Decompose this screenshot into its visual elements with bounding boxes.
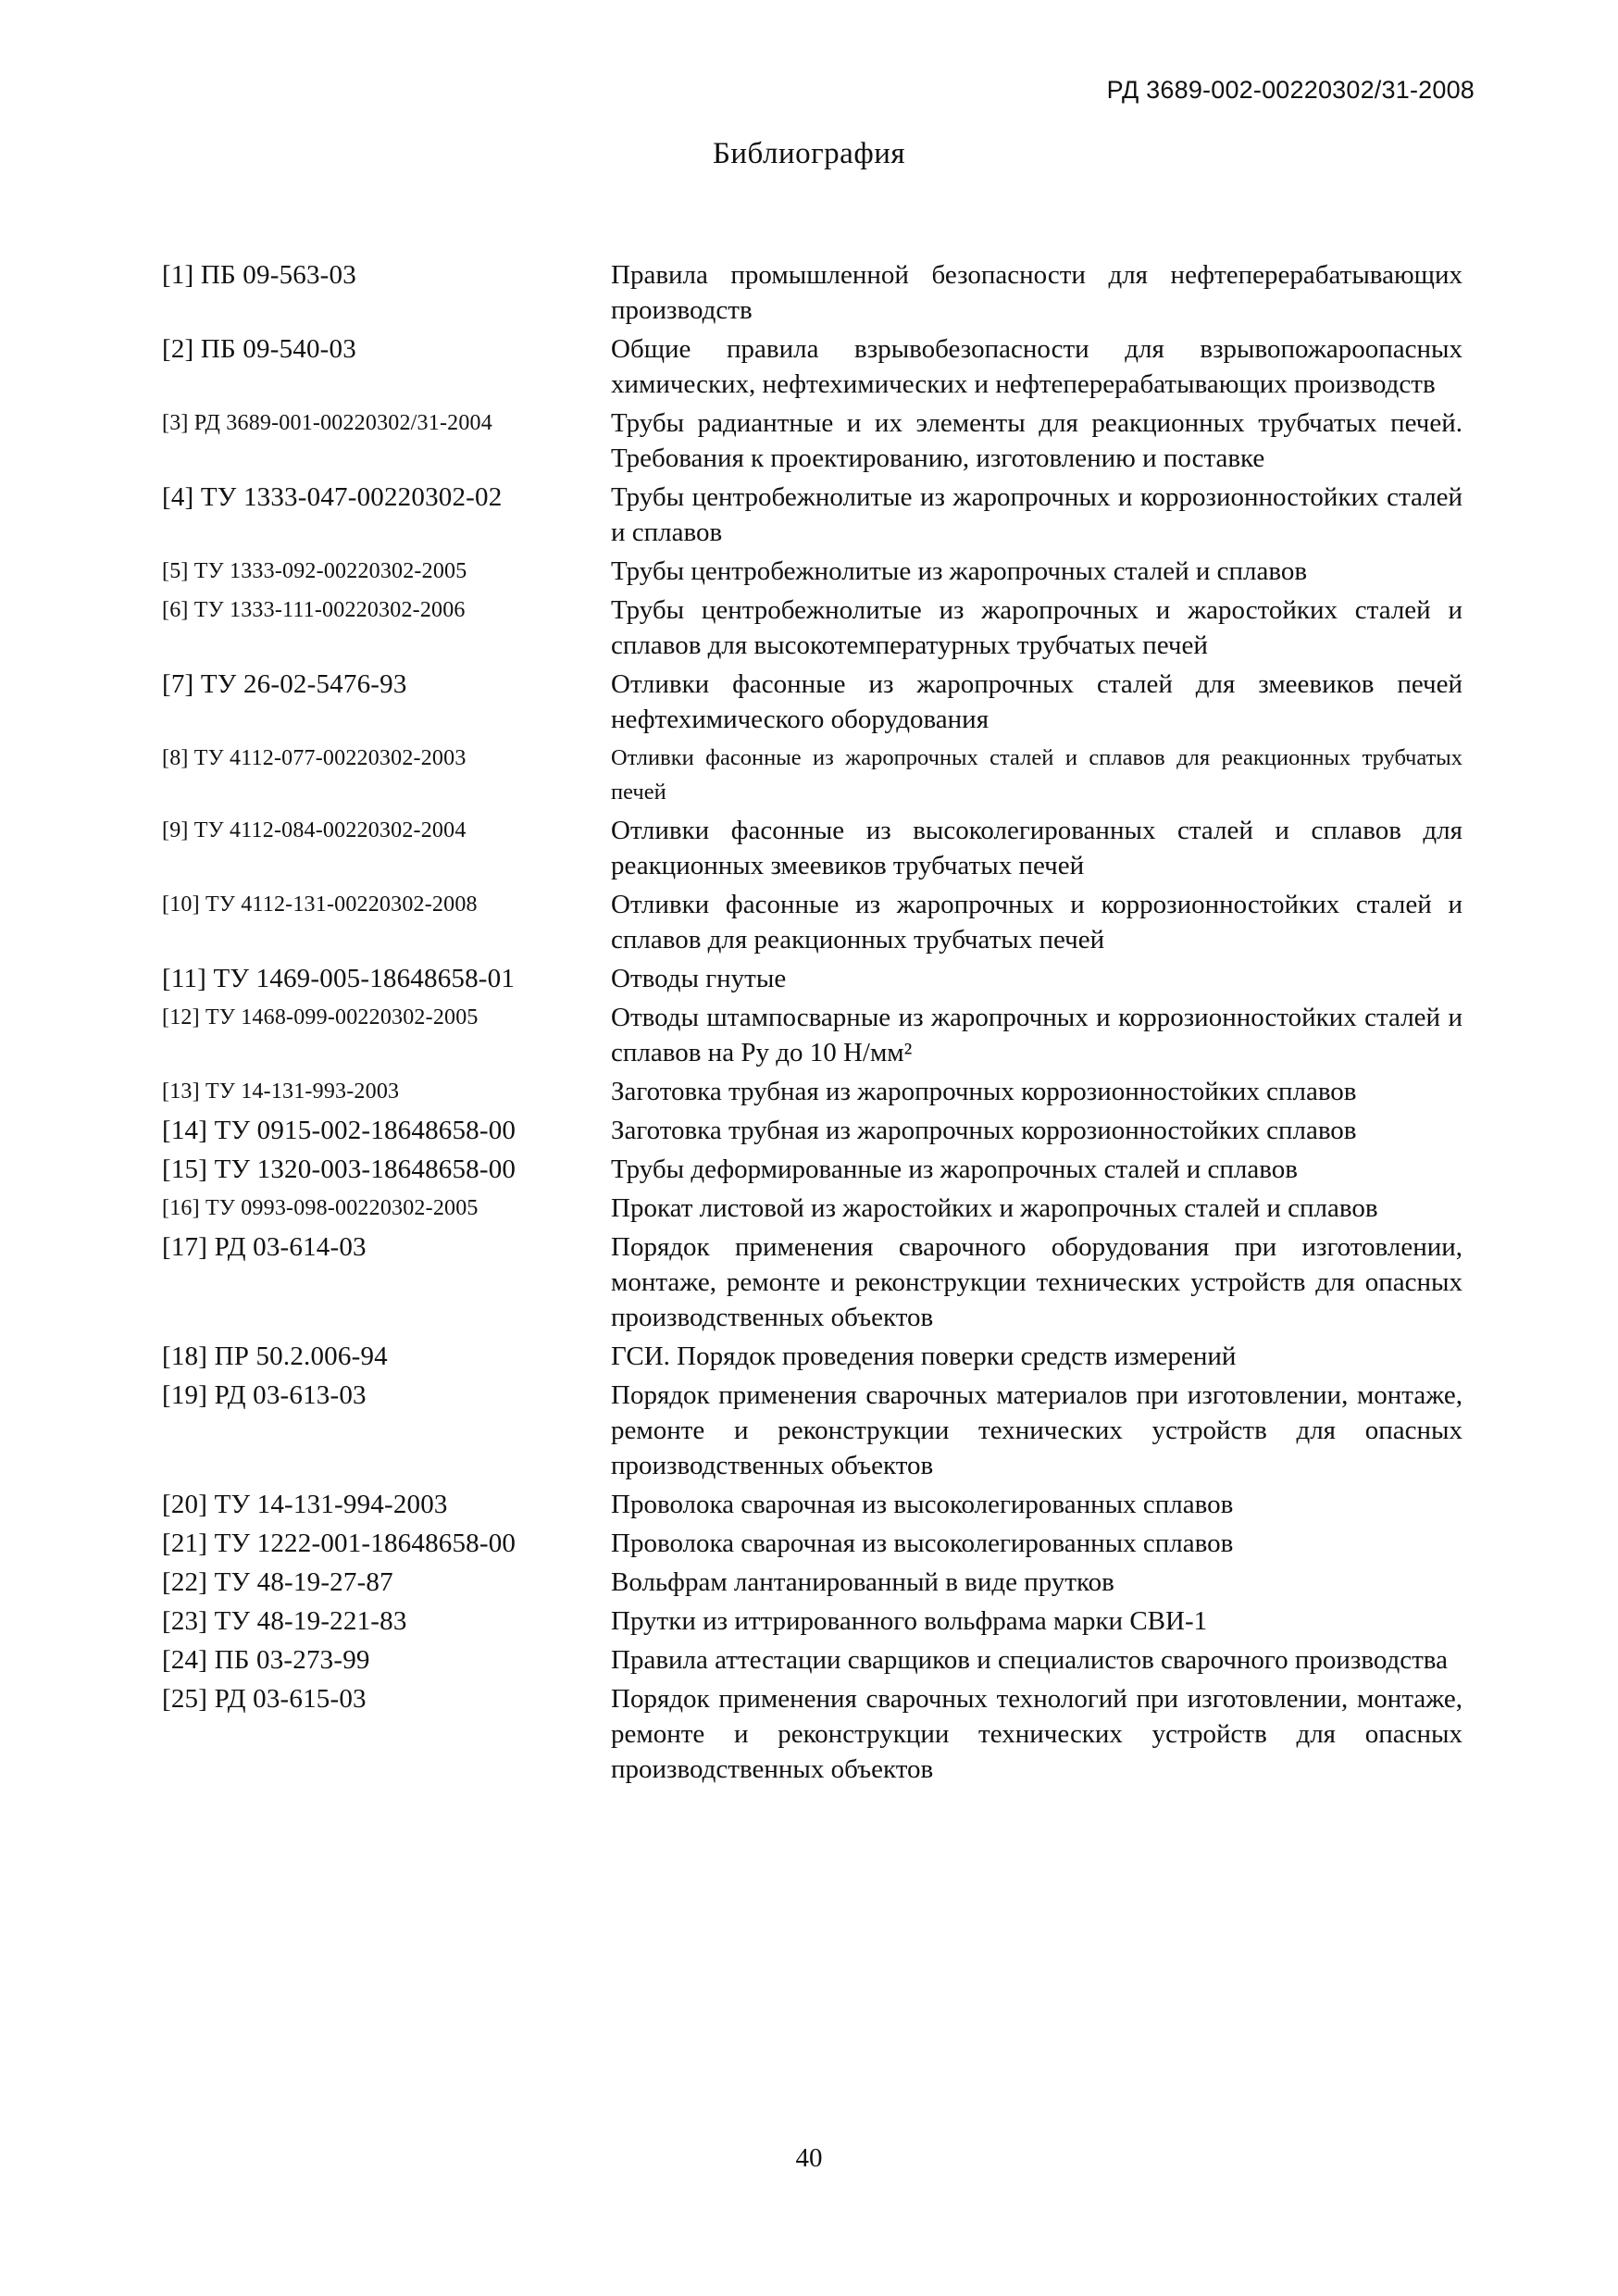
bib-title: Прутки из иттрированного вольфрама марки СВИ-1	[611, 1606, 1208, 1636]
bib-title: Проволока сварочная из высоколегированных сплавов	[611, 1529, 1234, 1558]
bib-entry	[162, 1487, 1462, 1522]
bib-title: Порядок применения сварочных материалов при изготовлении, монтаже, ремонте и реконструкции технических устройств для опасных производственных объектов	[611, 1380, 1462, 1480]
bib-entry	[162, 741, 1462, 809]
bib-entry	[162, 1603, 1462, 1639]
bib-ref: [14] ТУ 0915-002-18648658-00	[162, 1116, 517, 1145]
bib-entry	[162, 667, 1462, 737]
bib-title: Общие правила взрывобезопасности для взрывопожароопасных химических, нефтехимических и нефтеперерабатывающих производств	[611, 334, 1462, 399]
bib-title: Отливки фасонные из жаропрочных сталей для змеевиков печей нефтехимического оборудования	[611, 669, 1462, 734]
bib-title: ГСИ. Порядок проведения поверки средств измерений	[611, 1341, 1237, 1371]
bib-title: Правила аттестации сварщиков и специалистов сварочного производства	[611, 1645, 1448, 1675]
bib-entry	[162, 887, 1462, 957]
bib-ref: [3] РД 3689-001-00220302/31-2004	[162, 411, 492, 435]
bib-title: Отводы гнутые	[611, 964, 787, 993]
bib-entry	[162, 554, 1462, 589]
bib-ref: [10] ТУ 4112-131-00220302-2008	[162, 892, 478, 917]
bib-title: Трубы центробежнолитые из жаропрочных и жаростойких сталей и сплавов для высокотемпературных трубчатых печей	[611, 595, 1462, 660]
bib-title: Порядок применения сварочных технологий при изготовлении, монтаже, ремонте и реконструкции технических устройств для опасных производственных объектов	[611, 1684, 1462, 1784]
bib-ref: [19] РД 03-613-03	[162, 1380, 367, 1410]
bib-title: Отводы штампосварные из жаропрочных и коррозионностойких сталей и сплавов на Ру до 10 Н/мм²	[611, 1003, 1462, 1067]
bib-ref: [13] ТУ 14-131-993-2003	[162, 1079, 400, 1104]
page-title: Библиография	[712, 137, 906, 170]
bib-entry	[162, 1113, 1462, 1148]
bib-entry	[162, 961, 1462, 996]
bib-entry	[162, 257, 1462, 328]
bib-title: Трубы радиантные и их элементы для реакционных трубчатых печей. Требования к проектированию, изготовлению и поставке	[611, 408, 1462, 473]
bib-ref: [4] ТУ 1333-047-00220302-02	[162, 482, 503, 512]
bib-entry	[162, 1565, 1462, 1600]
bib-ref: [5] ТУ 1333-092-00220302-2005	[162, 559, 467, 583]
bib-entry	[162, 1191, 1462, 1226]
bib-entry	[162, 1074, 1462, 1109]
bib-title: Прокат листовой из жаростойких и жаропрочных сталей и сплавов	[611, 1193, 1378, 1223]
bib-ref: [21] ТУ 1222-001-18648658-00	[162, 1529, 517, 1558]
bibliography-list	[162, 257, 1462, 1791]
bib-ref: [7] ТУ 26-02-5476-93	[162, 669, 407, 699]
bib-entry	[162, 1526, 1462, 1561]
bib-title: Отливки фасонные из жаропрочных и коррозионностойких сталей и сплавов для реакционных трубчатых печей	[611, 890, 1462, 955]
bib-entry	[162, 1152, 1462, 1187]
bib-entry	[162, 1000, 1462, 1070]
bib-ref: [9] ТУ 4112-084-00220302-2004	[162, 818, 467, 842]
bib-ref: [20] ТУ 14-131-994-2003	[162, 1490, 448, 1519]
bib-entry	[162, 1339, 1462, 1374]
bib-entry	[162, 480, 1462, 550]
bib-title: Трубы центробежнолитые из жаропрочных и коррозионностойких сталей и сплавов	[611, 482, 1462, 547]
bib-ref: [23] ТУ 48-19-221-83	[162, 1606, 407, 1636]
bib-ref: [25] РД 03-615-03	[162, 1684, 367, 1714]
bib-title: Отливки фасонные из высоколегированных сталей и сплавов для реакционных змеевиков трубчатых печей	[611, 816, 1462, 880]
bib-entry	[162, 331, 1462, 402]
bib-ref: [12] ТУ 1468-099-00220302-2005	[162, 1005, 479, 1029]
bib-title: Вольфрам лантанированный в виде прутков	[611, 1567, 1114, 1597]
bib-ref: [11] ТУ 1469-005-18648658-01	[162, 964, 516, 993]
bib-entry	[162, 1378, 1462, 1483]
bib-title: Порядок применения сварочного оборудования при изготовлении, монтаже, ремонте и реконструкции технических устройств для опасных производственных объектов	[611, 1232, 1462, 1332]
bib-entry	[162, 1642, 1462, 1678]
bib-ref: [8] ТУ 4112-077-00220302-2003	[162, 746, 467, 770]
bib-entry	[162, 1229, 1462, 1335]
page-number: 40	[795, 2143, 823, 2173]
bib-title: Заготовка трубная из жаропрочных коррозионностойких сплавов	[611, 1077, 1357, 1106]
bib-ref: [16] ТУ 0993-098-00220302-2005	[162, 1196, 479, 1220]
bib-ref: [15] ТУ 1320-003-18648658-00	[162, 1154, 517, 1184]
bib-entry	[162, 813, 1462, 883]
bib-title: Проволока сварочная из высоколегированных сплавов	[611, 1490, 1234, 1519]
bib-title: Правила промышленной безопасности для нефтеперерабатывающих производств	[611, 260, 1462, 325]
bib-ref: [1] ПБ 09-563-03	[162, 260, 356, 290]
bib-ref: [18] ПР 50.2.006-94	[162, 1341, 388, 1371]
bib-ref: [2] ПБ 09-540-03	[162, 334, 356, 364]
bib-title: Трубы центробежнолитые из жаропрочных сталей и сплавов	[611, 556, 1308, 586]
bib-ref: [24] ПБ 03-273-99	[162, 1645, 370, 1675]
bib-entry	[162, 1681, 1462, 1787]
bib-ref: [22] ТУ 48-19-27-87	[162, 1567, 393, 1597]
bib-entry	[162, 406, 1462, 476]
bib-ref: [17] РД 03-614-03	[162, 1232, 367, 1262]
document-code: РД 3689-002-00220302/31-2008	[1106, 76, 1475, 104]
bib-entry	[162, 593, 1462, 663]
bib-title: Заготовка трубная из жаропрочных коррозионностойких сплавов	[611, 1116, 1357, 1145]
bib-title: Трубы деформированные из жаропрочных сталей и сплавов	[611, 1154, 1298, 1184]
bib-ref: [6] ТУ 1333-111-00220302-2006	[162, 598, 466, 622]
bib-title: Отливки фасонные из жаропрочных сталей и сплавов для реакционных трубчатых печей	[611, 745, 1462, 805]
